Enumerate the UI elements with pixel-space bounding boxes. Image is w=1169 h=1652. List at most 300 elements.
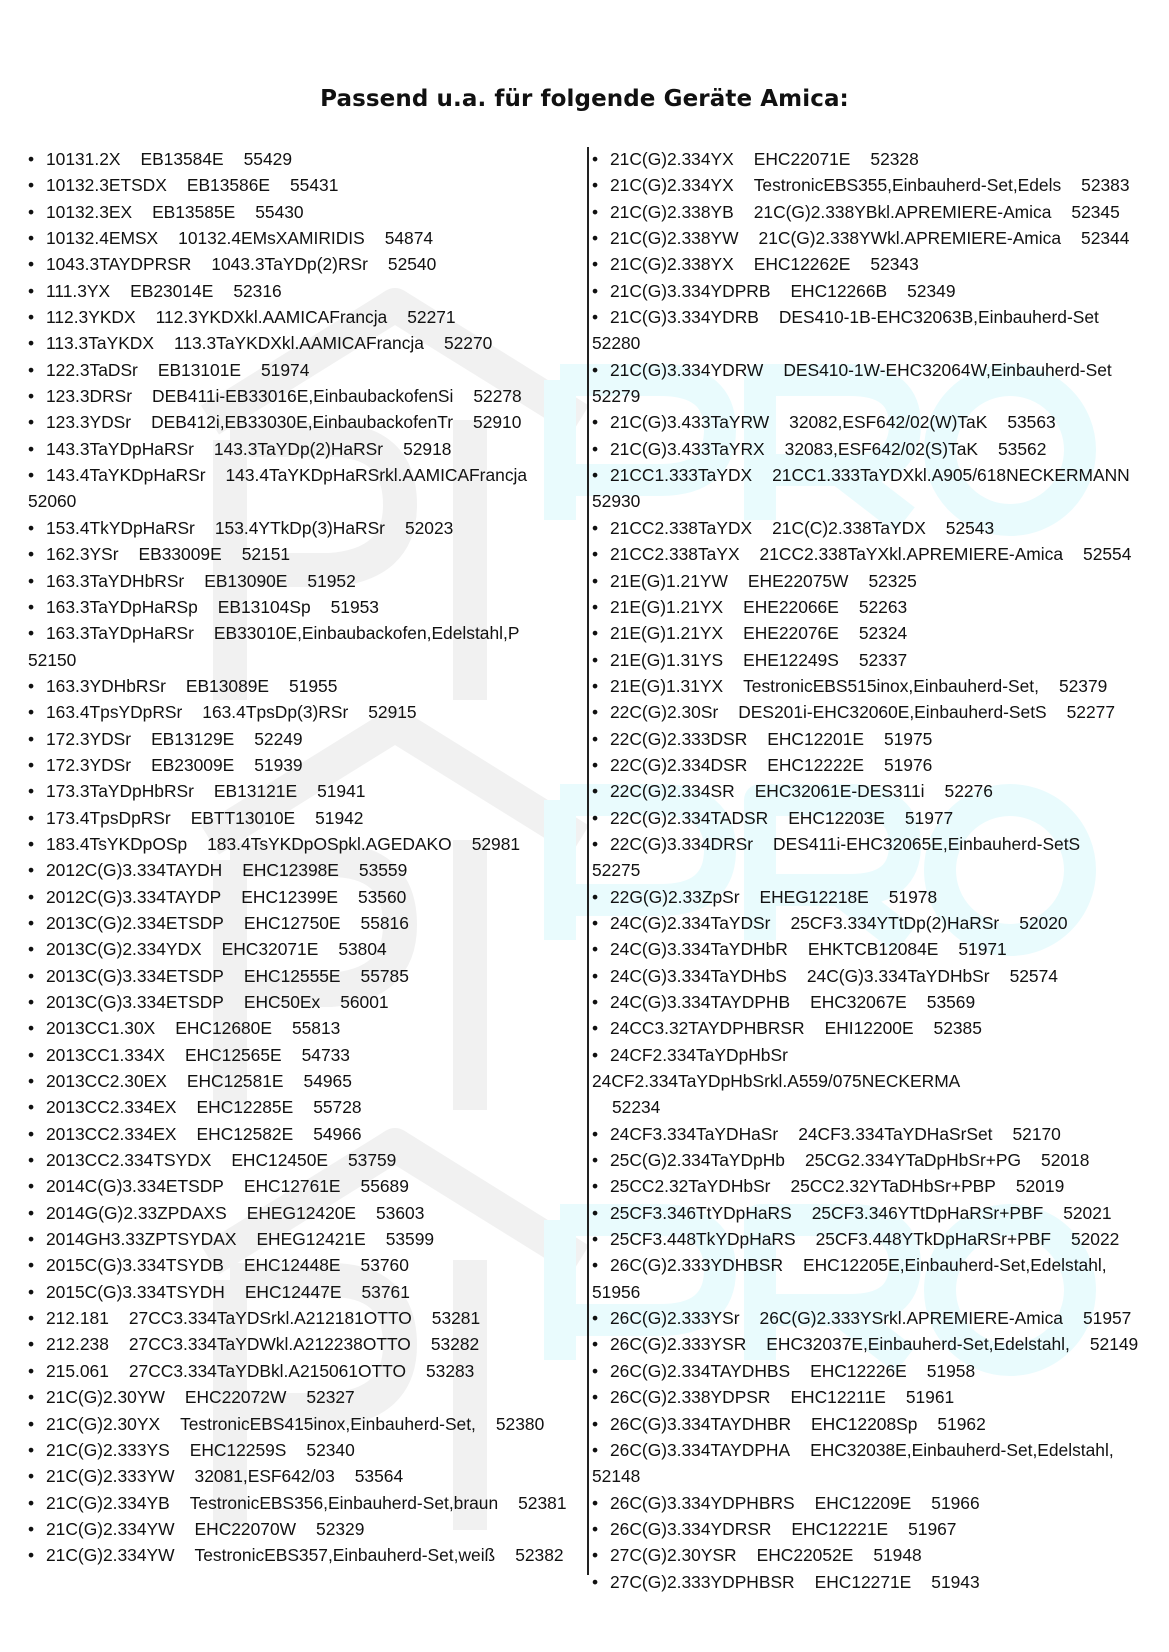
model-number: 21C(G)2.338YB: [610, 201, 734, 222]
article-code: 53283: [426, 1360, 475, 1381]
model-number: 10132.4EMSX: [46, 228, 159, 249]
model-number: 2015C(G)3.334TSYDH: [46, 1281, 225, 1302]
article-code: 52915: [368, 702, 417, 723]
reference: 24CF3.334TaYDHaSrSet: [798, 1123, 993, 1144]
model-number: 2013C(G)3.334ETSDP: [46, 992, 224, 1012]
model-number: 2013CC1.30X: [46, 1018, 156, 1039]
model-number: 24CF2.334TaYDpHbSr: [610, 1044, 788, 1065]
model-number: 21E(G)1.21YW: [610, 570, 728, 591]
model-number: 163.3TaYDpHaRSp: [46, 596, 198, 617]
list-item: [592, 1015, 1152, 1041]
model-number: 10131.2X: [46, 149, 121, 169]
reference: 24CF2.334TaYDpHbSrkl.A559/075NECKERMA: [592, 1071, 961, 1092]
list-item: [592, 699, 1152, 725]
reference: DES410-1B-EHC32063B,Einbauherd-Set: [778, 307, 1099, 328]
reference: 27CC3.334TaYDSrkl.A212181OTTO: [128, 1308, 412, 1329]
model-number: 2013CC1.334X: [46, 1044, 165, 1065]
left-column-list: [28, 146, 588, 1569]
reference: 21CC2.338TaYXkl.APREMIERE-Amica: [759, 544, 1064, 565]
article-code: 52383: [1081, 175, 1130, 196]
article-code: 54966: [313, 1123, 362, 1144]
reference: EHEG12421E: [256, 1229, 366, 1250]
article-code: 52385: [933, 1018, 982, 1039]
reference: DES201i-EHC32060E,Einbauherd-SetS: [738, 702, 1047, 723]
reference: EHC12259S: [189, 1439, 287, 1460]
reference: EHE22076E: [743, 623, 839, 644]
article-code: 52918: [403, 438, 452, 459]
reference: EHC12398E: [242, 860, 339, 881]
article-code: 52234: [612, 1097, 661, 1118]
list-item: [28, 1331, 588, 1357]
list-item: [592, 278, 1152, 304]
list-item: [28, 910, 588, 936]
reference: EB13585E: [152, 201, 236, 222]
list-item: [592, 1437, 1152, 1490]
model-number: 21C(G)2.338YX: [610, 254, 734, 275]
list-item: [592, 172, 1152, 198]
model-number: 21C(G)3.334YDRW: [610, 359, 764, 380]
reference: EHC32038E,Einbauherd-Set,Edelstahl,: [810, 1439, 1114, 1460]
article-code: 52278: [473, 386, 522, 407]
list-item: [592, 620, 1152, 646]
list-item: [28, 699, 588, 725]
reference: EHC12565E: [184, 1044, 282, 1065]
model-number: 21C(G)2.333YS: [46, 1439, 170, 1460]
reference: EHEG12420E: [246, 1202, 357, 1223]
reference: 21C(C)2.338TaYDX: [772, 517, 926, 538]
model-number: 1043.3TAYDPRSR: [46, 254, 192, 275]
list-item: [592, 1147, 1152, 1173]
model-number: 212.238: [46, 1334, 109, 1355]
reference: EHC12209E: [814, 1492, 912, 1513]
model-number: 111.3YX: [46, 280, 111, 301]
article-code: 51978: [888, 886, 938, 907]
reference: EHC12262E: [753, 254, 851, 275]
list-item: [592, 594, 1152, 620]
list-item: [28, 436, 588, 462]
reference: EHC22072W: [184, 1387, 287, 1408]
article-code: 52060: [28, 491, 77, 512]
article-code: 52022: [1070, 1229, 1120, 1250]
article-code: 54874: [384, 228, 434, 249]
article-code: 52149: [1089, 1334, 1139, 1355]
model-number: 163.3TaYDHbRSr: [46, 570, 185, 591]
reference: 1043.3TaYDp(2)RSr: [211, 254, 368, 275]
model-number: 123.3YDSr: [46, 412, 132, 433]
reference: EHC32037E,Einbauherd-Set,Edelstahl,: [766, 1334, 1070, 1355]
reference: EB33009E: [138, 544, 222, 565]
reference: 32082,ESF642/02(W)TaK: [789, 412, 988, 433]
reference: DES411i-EHC32065E,Einbauherd-SetS: [773, 833, 1081, 854]
list-item: [28, 1516, 588, 1542]
article-code: 52574: [1009, 965, 1058, 986]
reference: EHC50Ex: [243, 992, 321, 1012]
reference: EB13584E: [140, 149, 224, 169]
list-item: [592, 146, 1152, 172]
model-number: 26C(G)3.334YDRSR: [610, 1518, 772, 1539]
list-item: [28, 620, 588, 673]
model-number: 26C(G)2.333YDHBSR: [610, 1255, 784, 1276]
article-code: 53562: [998, 438, 1047, 459]
list-item: [592, 1569, 1152, 1595]
reference: EHC12450E: [231, 1150, 328, 1171]
model-number: 123.3DRSr: [46, 386, 133, 407]
model-number: 10132.3ETSDX: [46, 175, 167, 196]
list-item: [592, 568, 1152, 594]
article-code: 51961: [905, 1387, 955, 1408]
list-item: [28, 515, 588, 541]
list-item: [592, 1200, 1152, 1226]
article-code: 51958: [926, 1360, 976, 1381]
article-code: 52148: [592, 1466, 641, 1487]
reference: EHC12271E: [814, 1571, 912, 1592]
list-item: [28, 330, 588, 356]
list-item: [28, 963, 588, 989]
list-item: [592, 1411, 1152, 1437]
article-code: 51939: [254, 754, 303, 775]
model-number: 26C(G)2.333YSR: [610, 1334, 747, 1355]
model-number: 24C(G)3.334TAYDPHB: [610, 992, 791, 1012]
model-number: 2013C(G)3.334ETSDP: [46, 965, 224, 986]
article-code: 52349: [907, 280, 956, 301]
list-item: [28, 1279, 588, 1305]
reference: DEB411i-EB33016E,EinbaubackofenSi: [152, 386, 454, 407]
model-number: 25CF3.448TkYDpHaRS: [610, 1229, 796, 1250]
reference: 32081,ESF642/03: [194, 1466, 335, 1487]
article-code: 52023: [404, 517, 454, 538]
list-item: [592, 541, 1152, 567]
reference: EHC32067E: [810, 992, 907, 1012]
model-number: 22C(G)2.334SR: [610, 781, 735, 802]
article-code: 52263: [858, 596, 908, 617]
reference: EHC12221E: [791, 1518, 889, 1539]
reference: 25CF3.334YTtDp(2)HaRSr: [790, 912, 1000, 933]
article-code: 53559: [358, 860, 408, 881]
list-item: [592, 778, 1152, 804]
reference: EB13089E: [185, 675, 270, 696]
reference: EHC12201E: [767, 728, 864, 749]
reference: EHC32061E-DES311i: [754, 781, 925, 802]
model-number: 21C(G)2.334YW: [46, 1518, 175, 1539]
reference: EHE22066E: [743, 596, 839, 617]
article-code: 52379: [1058, 675, 1108, 696]
model-number: 163.3TaYDpHaRSr: [46, 623, 194, 644]
article-code: 51957: [1082, 1308, 1132, 1329]
list-item: [592, 1490, 1152, 1516]
list-item: [592, 1305, 1152, 1331]
model-number: 26C(G)2.338YDPSR: [610, 1387, 771, 1408]
article-code: 52019: [1015, 1176, 1065, 1197]
list-item: [28, 752, 588, 778]
list-item: [28, 1094, 588, 1120]
article-code: 54965: [303, 1071, 352, 1092]
article-code: 52020: [1019, 912, 1068, 933]
article-code: 55429: [243, 149, 292, 169]
model-number: 2014C(G)3.334ETSDP: [46, 1176, 224, 1197]
list-item: [592, 1226, 1152, 1252]
list-item: [28, 462, 588, 515]
article-code: 52340: [306, 1439, 355, 1460]
list-item: [28, 857, 588, 883]
article-code: 52930: [592, 491, 641, 512]
list-item: [592, 647, 1152, 673]
article-code: 51971: [958, 939, 1007, 960]
model-number: 21CC1.333TaYDX: [610, 465, 753, 486]
model-number: 2012C(G)3.334TAYDH: [46, 860, 223, 881]
list-item: [28, 225, 588, 251]
reference: EHE22075W: [747, 570, 849, 591]
article-code: 52249: [254, 728, 303, 749]
list-item: [28, 199, 588, 225]
reference: EHC22070W: [194, 1518, 297, 1539]
reference: EB23009E: [151, 754, 235, 775]
reference: EHC12205E,Einbauherd-Set,Edelstahl,: [803, 1255, 1107, 1276]
article-code: 52018: [1041, 1150, 1090, 1171]
article-code: 51975: [883, 728, 933, 749]
model-number: 27C(G)2.333YDPHBSR: [610, 1571, 795, 1592]
reference: 25CG2.334YTaDpHbSr+PG: [804, 1150, 1022, 1171]
reference: EHC32071E: [221, 939, 319, 960]
model-number: 172.3YDSr: [46, 728, 132, 749]
model-number: 22C(G)2.30Sr: [610, 702, 719, 723]
article-code: 51977: [904, 807, 954, 828]
model-number: 21C(G)3.433TaYRW: [610, 412, 770, 433]
model-number: 2014G(G)2.33ZPDAXS: [46, 1202, 227, 1223]
list-item: [592, 989, 1152, 1015]
list-item: [28, 278, 588, 304]
article-code: 55728: [313, 1097, 362, 1118]
list-item: [592, 304, 1152, 357]
article-code: 52345: [1071, 201, 1120, 222]
article-code: 53603: [376, 1202, 425, 1223]
model-number: 22C(G)2.333DSR: [610, 728, 748, 749]
model-number: 26C(G)3.334TAYDPHA: [610, 1439, 791, 1460]
reference: EHC12555E: [243, 965, 341, 986]
reference: EHC12581E: [186, 1071, 284, 1092]
article-code: 51941: [317, 781, 366, 802]
list-item: [28, 778, 588, 804]
article-code: 51955: [289, 675, 338, 696]
list-item: [592, 462, 1152, 515]
article-code: 52344: [1081, 228, 1130, 249]
reference: EB13090E: [204, 570, 288, 591]
list-item: [592, 199, 1152, 225]
model-number: 163.3YDHbRSr: [46, 675, 166, 696]
list-item: [28, 1121, 588, 1147]
model-number: 173.4TpsDpRSr: [46, 807, 171, 828]
model-number: 24C(G)3.334TaYDHbR: [610, 939, 788, 960]
reference: TestronicEBS355,Einbauherd-Set,Edels: [753, 175, 1062, 196]
list-item: [28, 1200, 588, 1226]
list-item: [28, 1358, 588, 1384]
article-code: 53560: [357, 886, 407, 907]
article-code: 52280: [592, 333, 641, 354]
model-number: 215.061: [46, 1360, 109, 1381]
list-item: [592, 936, 1152, 962]
model-number: 21C(G)2.30YX: [46, 1413, 161, 1434]
article-code: 52380: [495, 1413, 545, 1434]
reference: 27CC3.334TaYDWkl.A212238OTTO: [128, 1334, 411, 1355]
list-item: [28, 383, 588, 409]
article-code: 52325: [868, 570, 917, 591]
model-number: 25CC2.32TaYDHbSr: [610, 1176, 771, 1197]
list-item: [28, 594, 588, 620]
article-code: 52329: [316, 1518, 365, 1539]
model-number: 21C(G)2.334YW: [46, 1545, 175, 1566]
model-number: 2013CC2.334TSYDX: [46, 1150, 212, 1171]
model-number: 162.3YSr: [46, 544, 119, 565]
model-number: 26C(G)2.333YSr: [610, 1308, 740, 1329]
reference: EB13121E: [213, 781, 298, 802]
reference: EHC12203E: [788, 807, 885, 828]
model-number: 21CC2.338TaYDX: [610, 517, 753, 538]
model-number: 26C(G)3.334TAYDHBR: [610, 1413, 792, 1434]
article-code: 52343: [870, 254, 919, 275]
model-number: 21E(G)1.31YX: [610, 675, 724, 696]
list-item: [592, 910, 1152, 936]
article-code: 53761: [361, 1281, 410, 1302]
reference: EHC12399E: [241, 886, 338, 907]
list-item: [592, 726, 1152, 752]
article-code: 53599: [385, 1229, 435, 1250]
article-code: 52277: [1066, 702, 1115, 723]
list-item: [28, 1542, 588, 1568]
model-number: 172.3YDSr: [46, 754, 132, 775]
list-item: [28, 304, 588, 330]
article-code: 51953: [330, 596, 379, 617]
article-code: 52271: [407, 307, 456, 328]
article-code: 55816: [360, 912, 409, 933]
article-code: 52151: [241, 544, 291, 565]
list-item: [592, 515, 1152, 541]
reference: 113.3TaYKDXkl.AAMICAFrancja: [173, 333, 424, 354]
list-item: [28, 541, 588, 567]
reference: TestronicEBS515inox,Einbauherd-Set,: [743, 675, 1039, 696]
model-number: 21E(G)1.21YX: [610, 623, 724, 644]
list-item: [592, 225, 1152, 251]
model-number: 25C(G)2.334TaYDpHb: [610, 1150, 785, 1171]
list-item: [28, 146, 588, 172]
list-item: [28, 1226, 588, 1252]
reference: EB33010E,Einbaubackofen,Edelstahl,P: [213, 623, 520, 644]
model-number: 212.181: [46, 1308, 109, 1329]
article-code: 52021: [1063, 1202, 1112, 1223]
reference: EHC12447E: [244, 1281, 342, 1302]
model-number: 113.3TaYKDX: [46, 333, 154, 354]
reference: EB13104Sp: [217, 596, 311, 617]
list-item: [28, 1463, 588, 1489]
model-number: 22C(G)2.334TADSR: [610, 807, 769, 828]
article-code: 51967: [908, 1518, 957, 1539]
reference: TestronicEBS357,Einbauherd-Set,weiß: [194, 1545, 496, 1566]
article-code: 54733: [301, 1044, 350, 1065]
reference: 183.4TsYKDpOSpkl.AGEDAKO: [207, 833, 452, 854]
list-item: [592, 436, 1152, 462]
reference: EHC12680E: [175, 1018, 272, 1039]
model-number: 183.4TsYKDpOSp: [46, 833, 188, 854]
model-number: 24CF3.334TaYDHaSr: [610, 1123, 779, 1144]
model-number: 163.4TpsYDpRSr: [46, 702, 183, 723]
article-code: 55785: [360, 965, 409, 986]
list-item: [28, 726, 588, 752]
list-item: [28, 936, 588, 962]
list-item: [592, 963, 1152, 989]
article-code: 51952: [307, 570, 356, 591]
reference: EHEG12218E: [759, 886, 869, 907]
article-code: 52543: [945, 517, 995, 538]
model-number: 173.3TaYDpHbRSr: [46, 781, 194, 802]
reference: 163.4TpsDp(3)RSr: [202, 702, 349, 723]
reference: EHC12222E: [767, 754, 864, 775]
page-title: Passend u.a. für folgende Geräte Amica:: [320, 86, 849, 112]
reference: EB13586E: [186, 175, 271, 196]
list-item: [28, 251, 588, 277]
article-code: 52910: [473, 412, 522, 433]
column-divider: [587, 147, 589, 1575]
reference: EHI12200E: [824, 1018, 914, 1039]
model-number: 27C(G)2.30YSR: [610, 1545, 737, 1566]
reference: 143.3TaYDp(2)HaRSr: [213, 438, 384, 459]
model-number: 26C(G)2.334TAYDHBS: [610, 1360, 791, 1381]
list-item: [28, 1411, 588, 1437]
list-item: [592, 357, 1152, 410]
list-item: [28, 1147, 588, 1173]
model-number: 21C(G)2.334YB: [46, 1492, 170, 1513]
reference: 32083,ESF642/02(S)TaK: [784, 438, 979, 459]
list-item: [592, 1384, 1152, 1410]
list-item: [592, 1252, 1152, 1305]
list-item: [592, 831, 1152, 884]
article-code: 53569: [926, 992, 976, 1012]
reference: TestronicEBS356,Einbauherd-Set,braun: [189, 1492, 499, 1513]
model-number: 143.4TaYKDpHaRSr: [46, 465, 206, 486]
list-item: [28, 1490, 588, 1516]
reference: EBTT13010E: [190, 807, 296, 828]
reference: TestronicEBS415inox,Einbauherd-Set,: [180, 1413, 476, 1434]
article-code: 51962: [937, 1413, 986, 1434]
article-code: 52276: [944, 781, 993, 802]
list-item: [28, 1068, 588, 1094]
reference: 10132.4EMsXAMIRIDIS: [178, 228, 365, 249]
article-code: 51966: [931, 1492, 980, 1513]
model-number: 24C(G)3.334TaYDHbS: [610, 965, 787, 986]
article-code: 52540: [387, 254, 437, 275]
list-item: [28, 673, 588, 699]
list-item: [592, 673, 1152, 699]
list-item: [28, 1437, 588, 1463]
model-number: 24C(G)2.334TaYDSr: [610, 912, 771, 933]
list-item: [28, 1384, 588, 1410]
list-item: [28, 1305, 588, 1331]
reference: 153.4YTkDp(3)HaRSr: [214, 517, 385, 538]
reference: 21C(G)2.338YBkl.APREMIERE-Amica: [753, 201, 1052, 222]
article-code: 52337: [858, 649, 908, 670]
model-number: 22C(G)3.334DRSr: [610, 833, 754, 854]
model-number: 122.3TaDSr: [46, 359, 138, 380]
article-code: 53564: [354, 1466, 404, 1487]
model-number: 24CC3.32TAYDPHBRSR: [610, 1018, 805, 1039]
list-item: [28, 1173, 588, 1199]
list-item: [592, 1042, 1152, 1121]
reference: EB13101E: [157, 359, 242, 380]
reference: EHC22052E: [756, 1545, 854, 1566]
list-item: [28, 1252, 588, 1278]
article-code: 52327: [306, 1387, 355, 1408]
model-number: 21C(G)2.30YW: [46, 1387, 165, 1408]
reference: EHC12226E: [810, 1360, 907, 1381]
reference: DEB412i,EB33030E,EinbaubackofenTr: [151, 412, 454, 433]
reference: 25CF3.346YTtDpHaRSr+PBF: [811, 1202, 1044, 1223]
